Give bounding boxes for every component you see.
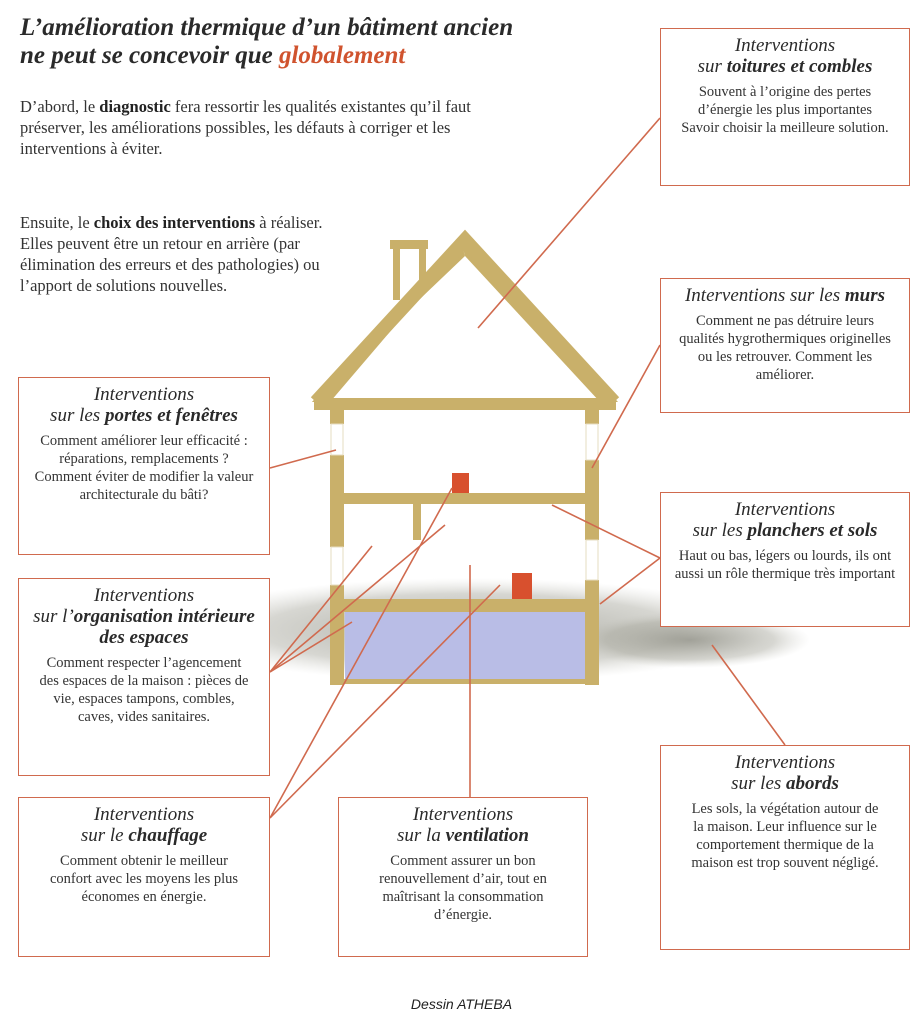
box-organisation-espaces [18, 578, 270, 776]
box-body: Haut ou bas, légers ou lourds, ils ont aussi un rôle thermique très important [674, 548, 896, 582]
heater-lower [512, 573, 532, 599]
foundation [344, 679, 585, 684]
leader-lines [270, 118, 785, 818]
box-abords [660, 745, 910, 950]
intro-p2-rest: à réaliser. Elles peuvent être un retour en arrière (par élimination des erreurs et des pathologies) ou l’apport de solutions nouvelles. [20, 213, 323, 295]
roof [312, 238, 618, 402]
box-body: Souvent à l’origine des pertes d’énergie les plus importantes Savoir choisir la meilleure solution. [681, 84, 889, 136]
box-body: Comment améliorer leur efficacité : réparations, remplacements ? Comment éviter de modifier la valeur architecturale du bâti? [34, 433, 254, 503]
intro-p1-prefix: D’abord, le [20, 97, 100, 116]
basement [345, 612, 585, 682]
box-ventilation [338, 797, 588, 957]
box-heading-line2: sur les planchers et sols [692, 520, 878, 541]
box-heading-line1: Interventions [734, 35, 836, 56]
title-line-1: L’amélioration thermique d’un bâtiment ancien [20, 14, 514, 41]
box-heading-line1: Interventions [734, 752, 836, 773]
box-heading-line1: Interventions [734, 499, 836, 520]
roof-outline [316, 240, 614, 402]
box-body: Comment obtenir le meilleur confort avec les moyens les plus économes en énergie. [49, 853, 239, 905]
ground-floor [344, 599, 585, 612]
box-body: Comment assurer un bon renouvellement d’air, tout en maîtrisant la consommation d’énergie. [379, 853, 547, 923]
box-heading-line2: sur les portes et fenêtres [50, 405, 238, 426]
box-portes-fenetres [18, 377, 270, 555]
box-heading-line1: Interventions [412, 804, 514, 825]
partition [413, 504, 421, 540]
box-heading-line2: sur les abords [731, 773, 839, 794]
box-heading-line2: sur l’organisation intérieure des espaces [33, 606, 255, 648]
box-heading-line2: sur le chauffage [80, 825, 208, 846]
box-toitures-combles [660, 28, 910, 186]
box-heading-line2: sur toitures et combles [697, 56, 873, 77]
box-body: Comment respecter l’agencement des espaces de la maison : pièces de vie, espaces tampons, combles, caves, vides sanitaires. [39, 655, 249, 725]
box-heading-line1: Interventions [93, 585, 195, 606]
box-body: Comment ne pas détruire leurs qualités hygrothermiques originelles ou les retrouver. Comment les améliorer. [679, 313, 891, 383]
intro-p2-prefix: Ensuite, le [20, 213, 94, 232]
box-heading: Interventions sur les murs [684, 285, 886, 306]
image-credit: Dessin ATHEBA [410, 996, 513, 1012]
title-accent-word: globalement [278, 42, 406, 69]
box-chauffage [18, 797, 270, 957]
heater-upper [452, 473, 469, 493]
box-heading-line1: Interventions [93, 384, 195, 405]
box-body: Les sols, la végétation autour de la maison. Leur influence sur le comportement thermique de la maison est trop souvent négligé. [691, 801, 879, 871]
box-heading-line1: Interventions [93, 804, 195, 825]
box-planchers-sols [660, 492, 910, 627]
intro-p1-rest: fera ressortir les qualités existantes qu’il faut préserver, les améliorations possibles, les défauts à corriger et les interventions à éviter. [20, 97, 471, 158]
intro-diagnostic [20, 96, 500, 159]
middle-floor [344, 493, 585, 504]
intro-p2-bold: choix des interventions [93, 213, 256, 232]
intro-p1-bold: diagnostic [99, 97, 171, 116]
intro-choix [20, 212, 330, 296]
title-line-2-prefix: ne peut se concevoir que [20, 42, 279, 69]
box-heading-line2: sur la ventilation [397, 825, 529, 846]
windows [331, 424, 598, 585]
attic-floor [314, 398, 616, 410]
page-title [20, 14, 620, 70]
box-murs [660, 278, 910, 413]
